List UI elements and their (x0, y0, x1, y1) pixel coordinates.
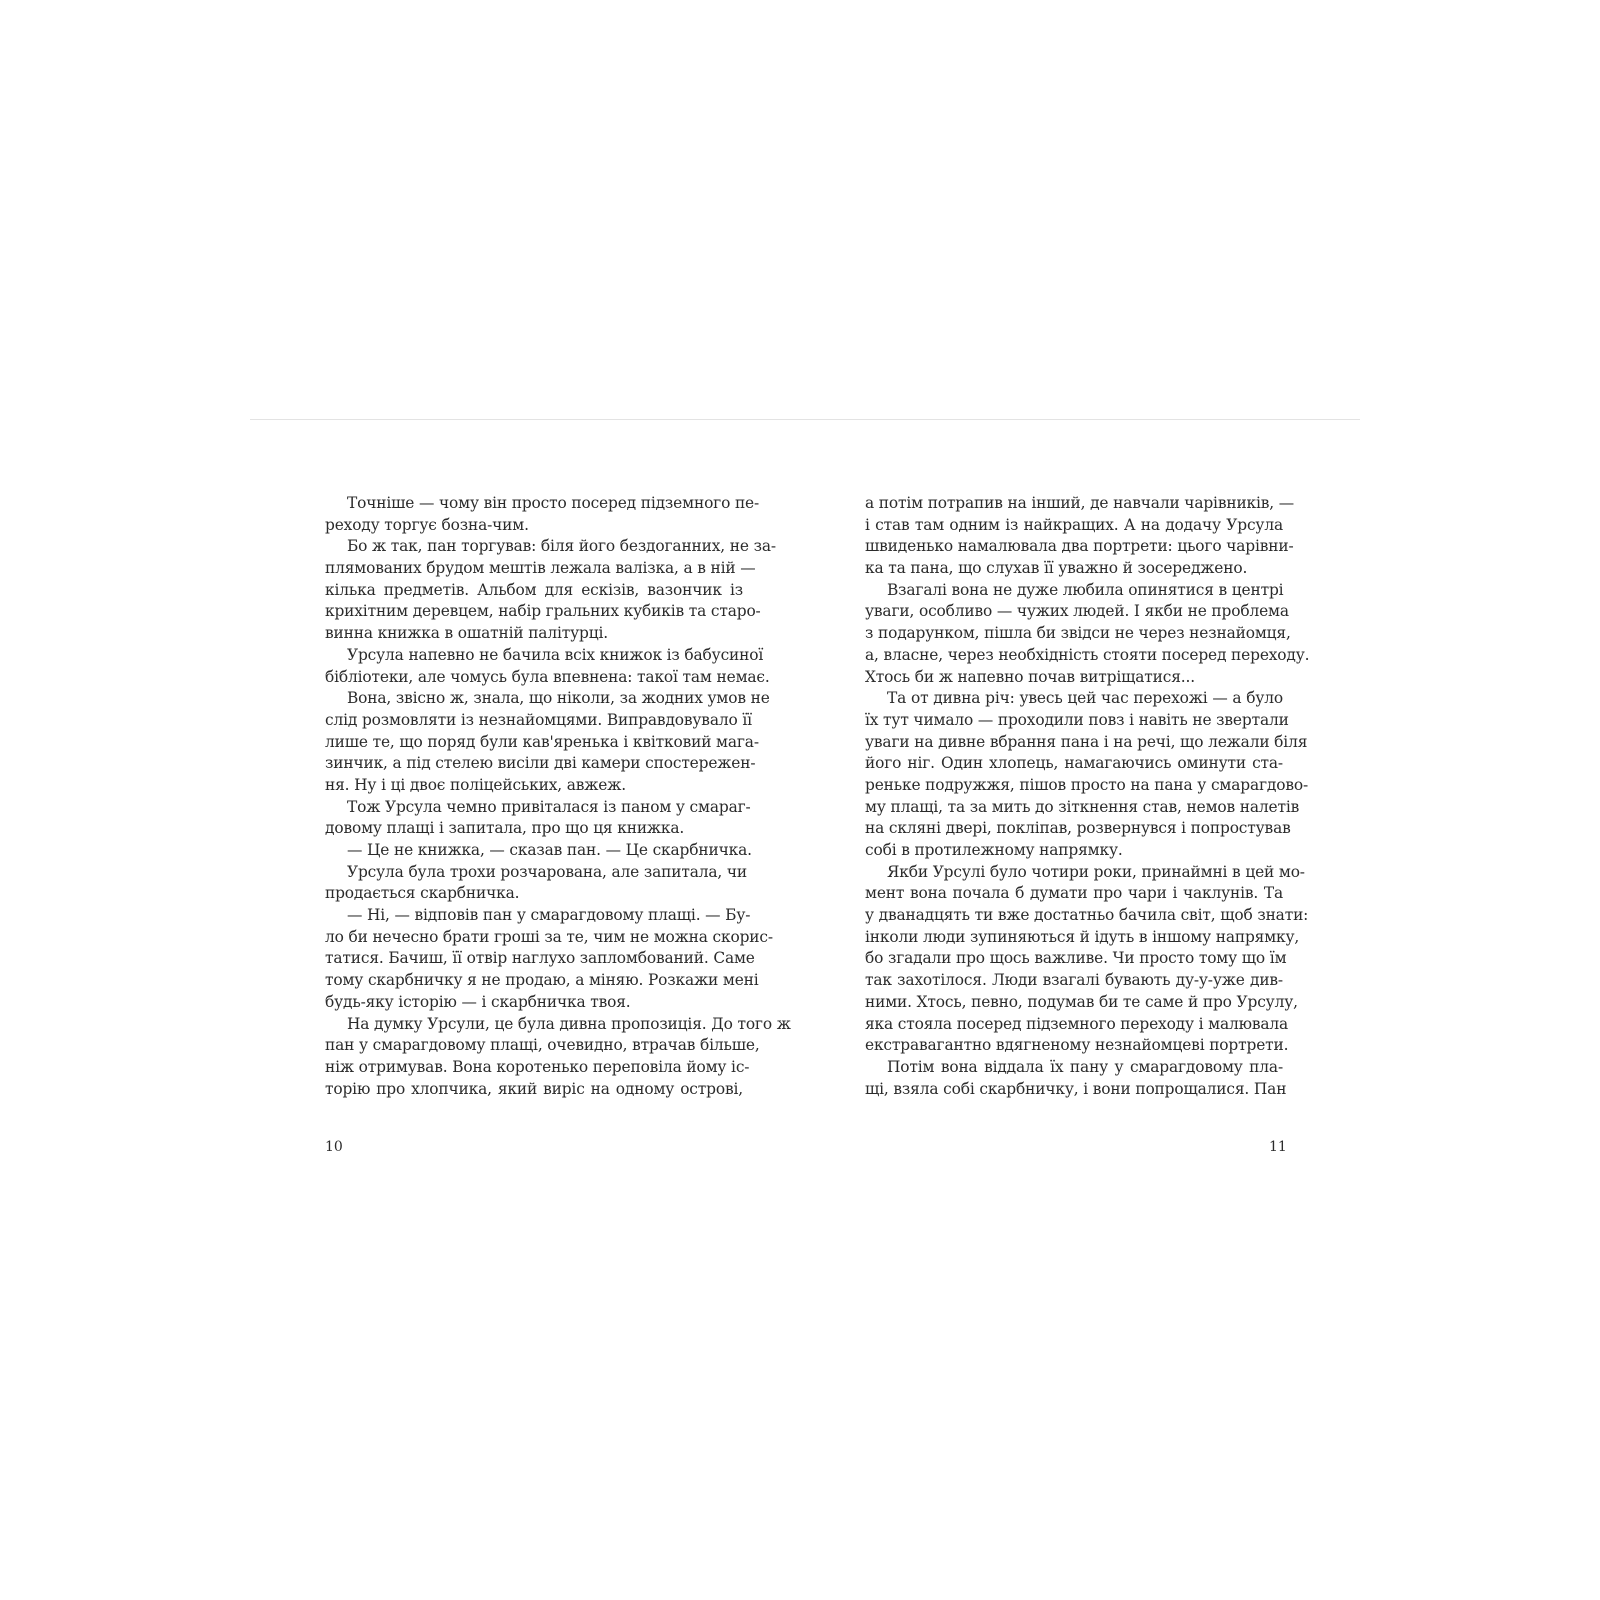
text-line: його ніг. Один хлопець, намагаючись оминути ста- (865, 754, 1283, 773)
text-line: Хтось би ж напевно почав витріщатися... (865, 667, 1196, 686)
text-line: Бо ж так, пан торгував: біля його бездоганних, не за- (347, 537, 776, 556)
text-line: уваги на дивне вбрання пана і на речі, що лежали біля (865, 732, 1308, 751)
text-line: татися. Бачиш, її отвір наглухо запломбований. Саме (325, 949, 755, 968)
text-line: бо згадали про щось важливе. Чи просто тому що їм (865, 949, 1287, 968)
text-line: Урсула напевно не бачила всіх книжок із бабусиної (347, 645, 764, 664)
text-line: Взагалі вона не дуже любила опинятися в центрі (887, 580, 1284, 599)
text-line: їх тут чимало — проходили повз і навіть не звертали (865, 710, 1289, 729)
text-line: довому плащі і запитала, про що ця книжка. (325, 819, 685, 838)
page-number-left: 10 (325, 1139, 343, 1155)
text-line: так захотілося. Люди взагалі бувають ду-у-уже див- (865, 971, 1283, 990)
text-line: зинчик, а під стелею висіли дві камери спостережен- (325, 754, 756, 773)
text-line: Точніше — чому він просто посеред підземного пе- (347, 494, 760, 512)
page-number-right: 11 (1269, 1139, 1287, 1155)
text-line: реходу торгує бозна-чим. (325, 515, 529, 534)
left-page-text (325, 493, 791, 1100)
text-line: — Ні, — відповів пан у смарагдовому плащі. — Бу- (347, 906, 751, 925)
text-line: Та от дивна річ: увесь цей час перехожі — а було (887, 689, 1283, 708)
text-line: Урсула була трохи розчарована, але запитала, чи (347, 862, 748, 881)
text-line: ло би нечесно брати гроші за те, чим не можна скорис- (325, 927, 773, 946)
text-line: ними. Хтось, певно, подумав би те саме й про Урсулу, (865, 992, 1298, 1011)
text-line: будь-яку історію — і скарбничка твоя. (325, 992, 631, 1011)
text-line: у дванадцять ти вже достатньо бачила світ, щоб знати: (865, 906, 1309, 925)
text-line: мент вона почала б думати про чари і чаклунів. Та (865, 884, 1283, 903)
text-line: ня. Ну і ці двоє поліцейських, авжеж. (325, 775, 627, 794)
text-line: слід розмовляти із незнайомцями. Виправдовувало її (325, 710, 752, 729)
text-line: інколи люди зупиняються й ідуть в іншому напрямку, (865, 927, 1300, 946)
text-line: му плащі, та за мить до зіткнення став, немов налетів (865, 797, 1300, 816)
text-line: пан у смарагдовому плащі, очевидно, втрачав більше, (325, 1036, 760, 1055)
right-page-text (865, 493, 1310, 1100)
text-line: реньке подружжя, пішов просто на пана у смарагдово- (865, 775, 1309, 794)
text-line: з подарунком, пішла би звідси не через незнайомця, (865, 624, 1291, 643)
text-line: — Це не книжка, — сказав пан. — Це скарбничка. (347, 841, 752, 859)
text-line: собі в протилежному напрямку. (865, 841, 1123, 859)
text-line: яка стояла посеред підземного переходу і малювала (865, 1014, 1289, 1033)
text-line: продається скарбничка. (325, 884, 520, 903)
text-line: а потім потрапив на інший, де навчали чарівників, — (865, 494, 1295, 512)
text-line: торію про хлопчика, який виріс на одному острові, (325, 1079, 743, 1098)
spread-divider-line (250, 419, 1360, 420)
text-line: винна книжка в ошатній палітурці. (325, 624, 608, 643)
text-line: на скляні двері, покліпав, розвернувся і попростував (865, 819, 1291, 838)
text-line: екстравагантно вдягненому незнайомцеві портрети. (865, 1036, 1289, 1055)
text-line: уваги, особливо — чужих людей. І якби не проблема (865, 602, 1289, 621)
text-line: кілька предметів. Альбом для ескізів, вазончик із (325, 580, 743, 599)
text-line: бібліотеки, але чомусь була впевнена: такої там немає. (325, 667, 770, 686)
text-line: Тож Урсула чемно привіталася із паном у смараг- (347, 797, 751, 816)
text-line: і став там одним із найкращих. А на додачу Урсула (865, 515, 1283, 534)
text-line: тому скарбничку я не продаю, а міняю. Розкажи мені (325, 971, 759, 990)
text-line: а, власне, через необхідність стояти посеред переходу. (865, 645, 1310, 664)
text-line: ка та пана, що слухав її уважно й зосереджено. (865, 559, 1248, 578)
text-line: Якби Урсулі було чотири роки, принаймні в цей мо- (887, 862, 1305, 881)
text-line: Потім вона віддала їх пану у смарагдовому пла- (887, 1057, 1283, 1076)
text-line: крихітним деревцем, набір гральних кубиків та старо- (325, 602, 761, 621)
text-line: На думку Урсули, це була дивна пропозиція. До того ж (347, 1014, 791, 1033)
text-line: плямованих брудом мештів лежала валізка, а в ній — (325, 559, 756, 578)
text-line: ніж отримував. Вона коротенько переповіла йому іс- (325, 1057, 750, 1076)
text-line: швиденько намалювала два портрети: цього чарівни- (865, 537, 1294, 556)
text-line: щі, взяла собі скарбничку, і вони попрощалися. Пан (865, 1079, 1287, 1098)
text-line: Вона, звісно ж, знала, що ніколи, за жодних умов не (347, 689, 770, 708)
text-line: лише те, що поряд були кав'яренька і квітковий мага- (325, 732, 759, 751)
